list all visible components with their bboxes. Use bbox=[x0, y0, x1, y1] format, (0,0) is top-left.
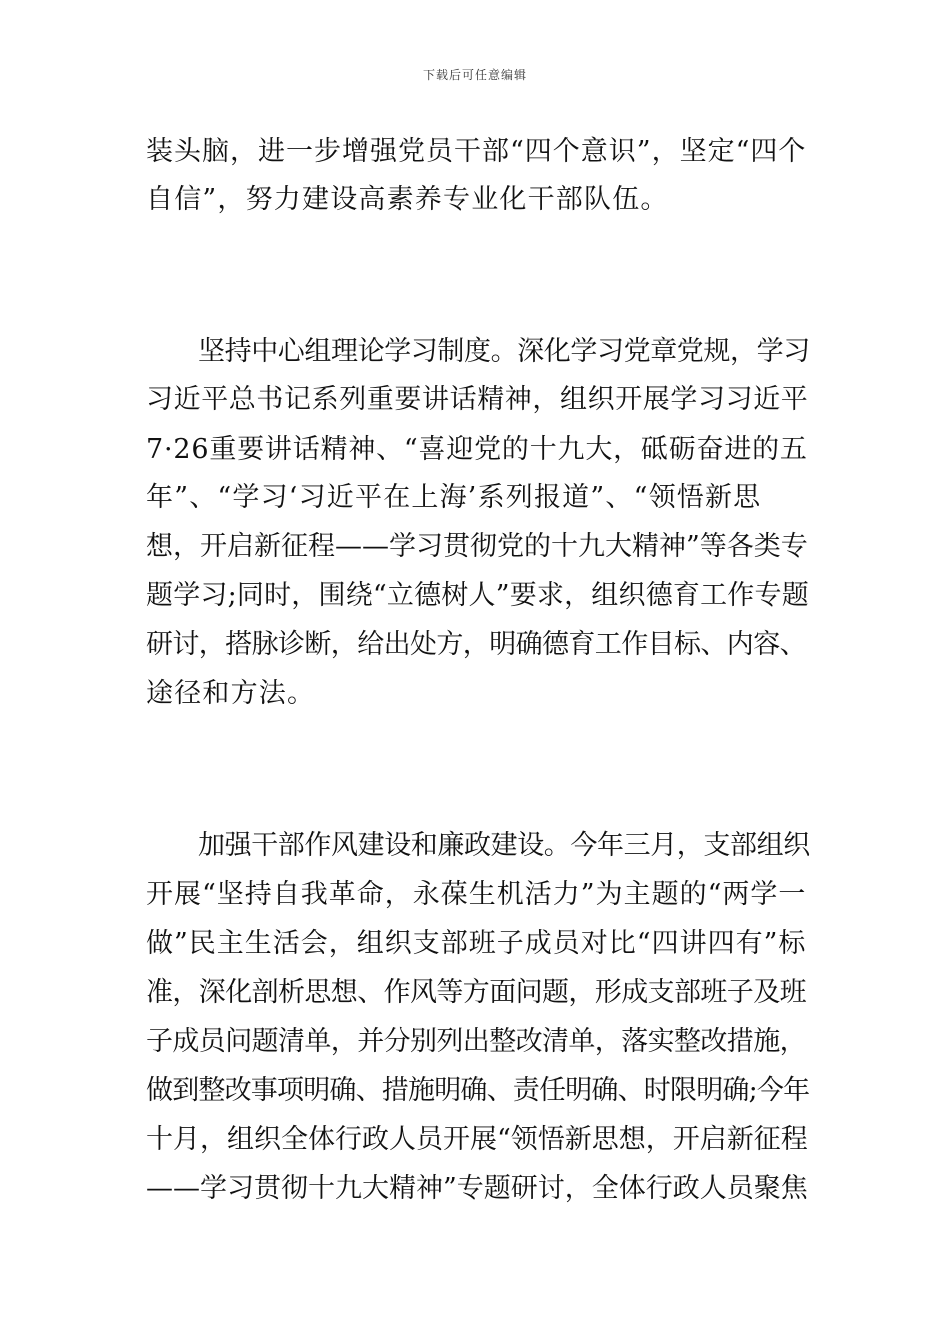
paragraph-2-line-8: 途径和方法。 bbox=[146, 678, 316, 709]
paragraph-2-line-6: 题学习;同时，围绕“立德树人”要求，组织德育工作专题 bbox=[146, 580, 809, 611]
paragraph-3-line-2: 开展“坚持自我革命，永葆生机活力”为主题的“两学一 bbox=[146, 879, 807, 910]
paragraph-3-line-8: ——学习贯彻十九大精神”专题研讨，全体行政人员聚焦 bbox=[146, 1173, 808, 1204]
paragraph-2-line-3: 7·26重要讲话精神、“喜迎党的十九大，砥砺奋进的五 bbox=[146, 434, 808, 465]
paragraph-3-line-3: 做”民主生活会，组织支部班子成员对比“四讲四有”标 bbox=[146, 928, 807, 959]
paragraph-1-line-1: 装头脑，进一步增强党员干部“四个意识”，坚定“四个 bbox=[146, 136, 807, 167]
paragraph-3-line-1: 加强干部作风建设和廉政建设。今年三月，支部组织 bbox=[198, 830, 810, 861]
paragraph-2-line-4: 年”、“学习‘习近平在上海’系列报道”、“领悟新思 bbox=[146, 482, 762, 513]
paragraph-3-line-5: 子成员问题清单，并分别列出整改清单，落实整改措施， bbox=[146, 1026, 806, 1057]
paragraph-3-line-6: 做到整改事项明确、措施明确、责任明确、时限明确;今年 bbox=[146, 1075, 810, 1106]
paragraph-2-line-7: 研讨，搭脉诊断，给出处方，明确德育工作目标、内容、 bbox=[146, 629, 806, 660]
paragraph-2-line-2: 习近平总书记系列重要讲话精神，组织开展学习习近平 bbox=[146, 384, 809, 415]
paragraph-2-line-5: 想，开启新征程——学习贯彻党的十九大精神”等各类专 bbox=[146, 531, 808, 562]
paragraph-3-line-4: 准，深化剖析思想、作风等方面问题，形成支部班子及班 bbox=[146, 977, 806, 1008]
paragraph-2-line-1: 坚持中心组理论学习制度。深化学习党章党规，学习 bbox=[198, 336, 810, 367]
header-note: 下载后可任意编辑 bbox=[422, 68, 527, 82]
paragraph-3-line-7: 十月，组织全体行政人员开展“领悟新思想，开启新征程 bbox=[146, 1124, 808, 1155]
paragraph-1-line-2: 自信”，努力建设高素养专业化干部队伍。 bbox=[146, 184, 669, 215]
